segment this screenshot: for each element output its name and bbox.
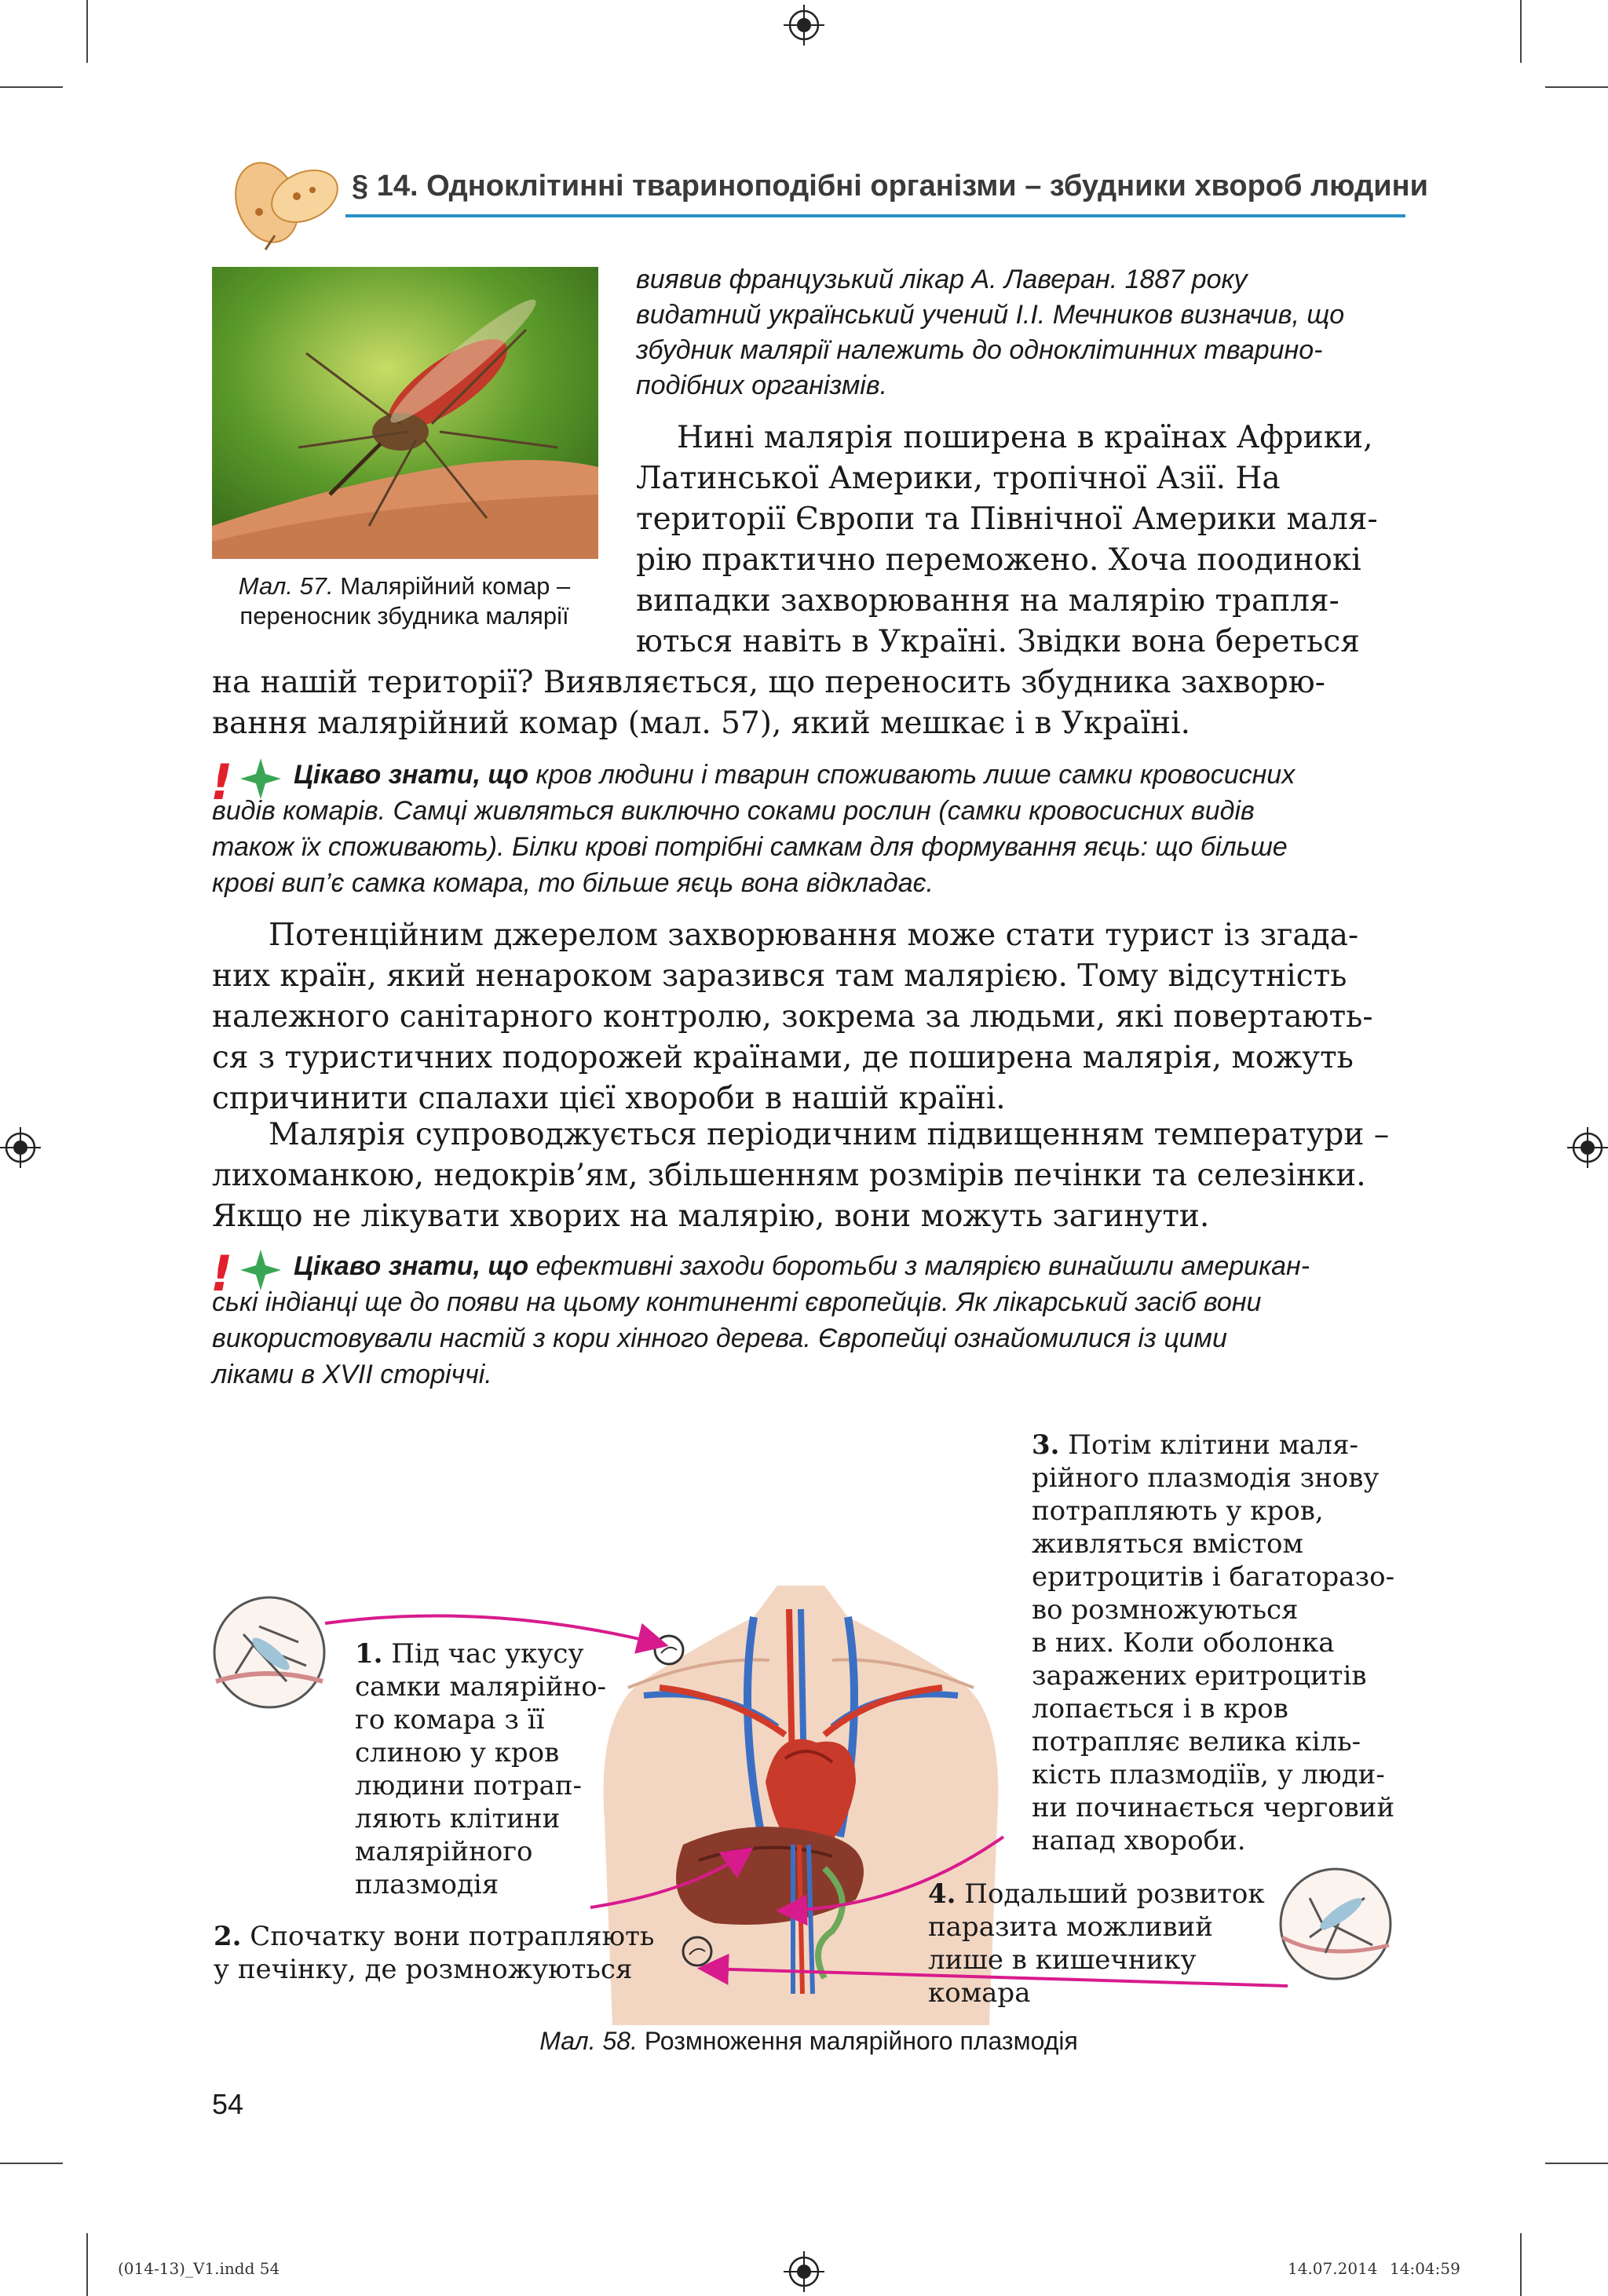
step-number: 4. <box>928 1878 956 1910</box>
text-line: самки малярійно- <box>355 1671 607 1703</box>
page-number: 54 <box>212 2088 244 2120</box>
text-line: слиною у кров <box>355 1737 560 1769</box>
text-line: Нині малярія поширена в країнах Африки, <box>677 420 1373 455</box>
footer-date: 14.07.2014 <box>1288 2259 1378 2278</box>
text-line: на нашій території? Виявляється, що переносить збудника захворю- <box>212 665 1325 700</box>
text-line: Потім клітини маля- <box>1059 1429 1358 1461</box>
text-line: рійного плазмодія знову <box>1032 1462 1380 1494</box>
text-line: видатний український учений І.І. Мечников визначив, що <box>636 300 1345 330</box>
text-line: подібних організмів. <box>636 370 888 400</box>
text-line: них країн, який ненароком заразився там малярією. Тому відсутність <box>212 958 1347 994</box>
note-heading: Цікаво знати, що <box>294 1251 529 1281</box>
text-line: використовували настій з кори хінного дерева. Європейці ознайомилися із цими <box>212 1323 1227 1353</box>
text-line: рію практично переможено. Хоча поодинокі <box>636 542 1361 578</box>
caption-label: Мал. 57. <box>238 572 334 600</box>
text-line: ються навіть в Україні. Звідки вона береться <box>636 624 1360 659</box>
text-line: кість плазмодіїв, у люди- <box>1032 1759 1385 1790</box>
text-line: ліками в XVII сторіччі. <box>212 1360 492 1389</box>
text-line: виявив французький лікар А. Лаверан. 1887 року <box>636 265 1248 294</box>
text-line: Подальший розвиток <box>956 1878 1265 1910</box>
text-line: видів комарів. Самці живляться виключно соками рослин (самки кровосисних видів <box>212 796 1255 826</box>
text-line: ляють клітини <box>355 1803 561 1834</box>
step-number: 2. <box>214 1921 242 1952</box>
text-line: вання малярійний комар (мал. 57), який мешкає і в Україні. <box>212 706 1191 741</box>
step-number: 3. <box>1032 1429 1060 1461</box>
text-line: комара <box>928 1977 1031 2009</box>
svg-text:!: ! <box>210 755 233 804</box>
section-title: § 14. Одноклітинні твариноподібні організми – збудники хвороб людини <box>352 170 1428 203</box>
text-line: території Європи та Північної Америки маля- <box>636 502 1378 537</box>
caption-text: Малярійний комар – <box>340 572 571 600</box>
caption-label: Мал. 58. <box>539 2027 638 2055</box>
note-heading: Цікаво знати, що <box>294 760 529 790</box>
text-line: Потенційним джерелом захворювання може стати турист із згада- <box>269 918 1359 953</box>
text-line: також їх споживають). Білки крові потрібні самкам для формування яєць: що більше <box>212 832 1288 862</box>
text-line: го комара з її <box>355 1704 545 1736</box>
text-line: ефективні заходи боротьби з малярією винайшли американ- <box>528 1251 1310 1281</box>
text-line: людини потрап- <box>355 1770 583 1801</box>
text-line: у печінку, де розмножуються <box>214 1954 633 1985</box>
text-line: крові вип’є самка комара, то більше яєць вона відкладає. <box>212 868 934 898</box>
text-line: ся з туристичних подорожей країнами, де поширена малярія, можуть <box>212 1040 1354 1075</box>
text-line: Під час укусу <box>382 1638 584 1670</box>
text-line: Малярія супроводжується періодичним підвищенням температури – <box>269 1117 1390 1152</box>
text-line: малярійного <box>355 1836 533 1867</box>
text-line: Латинської Америки, тропічної Азії. На <box>636 461 1281 496</box>
text-line: потрапляють у кров, <box>1032 1495 1324 1527</box>
diagram-step1 <box>355 1637 614 1901</box>
text-line: паразита можливий <box>928 1911 1213 1943</box>
diagram-step3 <box>1032 1429 1409 1857</box>
text-line: ські індіанці ще до появи на цьому континенті європейців. Як лікарський засіб вони <box>212 1287 1262 1317</box>
text-line: напад хвороби. <box>1032 1825 1246 1856</box>
text-line: збудник малярії належить до одноклітинних тварино- <box>636 335 1323 365</box>
text-line: випадки захворювання на малярію трапля- <box>636 583 1339 619</box>
text-line: во розмножуються <box>1032 1594 1299 1626</box>
text-line: Якщо не лікувати хворих на малярію, вони можуть загинути. <box>212 1199 1210 1234</box>
text-line: спричинити спалахи цієї хвороби в нашій країні. <box>212 1081 1006 1116</box>
footer-file: (014-13)_V1.indd 54 <box>118 2259 280 2278</box>
footer-time: 14:04:59 <box>1390 2259 1460 2278</box>
caption-text: переносник збудника малярії <box>239 602 569 630</box>
text-line: в них. Коли оболонка <box>1032 1627 1335 1659</box>
svg-text:!: ! <box>210 1247 233 1295</box>
text-line: еритроцитів і багаторазо- <box>1032 1561 1395 1593</box>
caption-text: Розмноження малярійного плазмодія <box>644 2027 1078 2055</box>
text-line: належного санітарного контролю, зокрема за людьми, які повертають- <box>212 999 1373 1035</box>
text-line: кров людини і тварин споживають лише самки кровосисних <box>528 760 1296 790</box>
text-line: потрапляє велика кіль- <box>1032 1726 1361 1758</box>
text-line: плазмодія <box>355 1869 499 1900</box>
text-line: лопається і в кров <box>1032 1693 1288 1725</box>
text-line: ни починається черговий <box>1032 1792 1395 1823</box>
diagram-step4 <box>928 1878 1274 2009</box>
text-line: Спочатку вони потрапляють <box>241 1921 655 1952</box>
text-line: заражених еритроцитів <box>1032 1660 1367 1692</box>
text-line: лихоманкою, недокрів’ям, збільшенням розмірів печінки та селезінки. <box>212 1158 1366 1193</box>
text-line: живляться вмістом <box>1032 1528 1303 1560</box>
diagram-step2 <box>214 1920 685 1986</box>
text-line: лише в кишечнику <box>928 1944 1197 1976</box>
step-number: 1. <box>355 1638 383 1670</box>
figure58-caption <box>212 2027 1405 2056</box>
